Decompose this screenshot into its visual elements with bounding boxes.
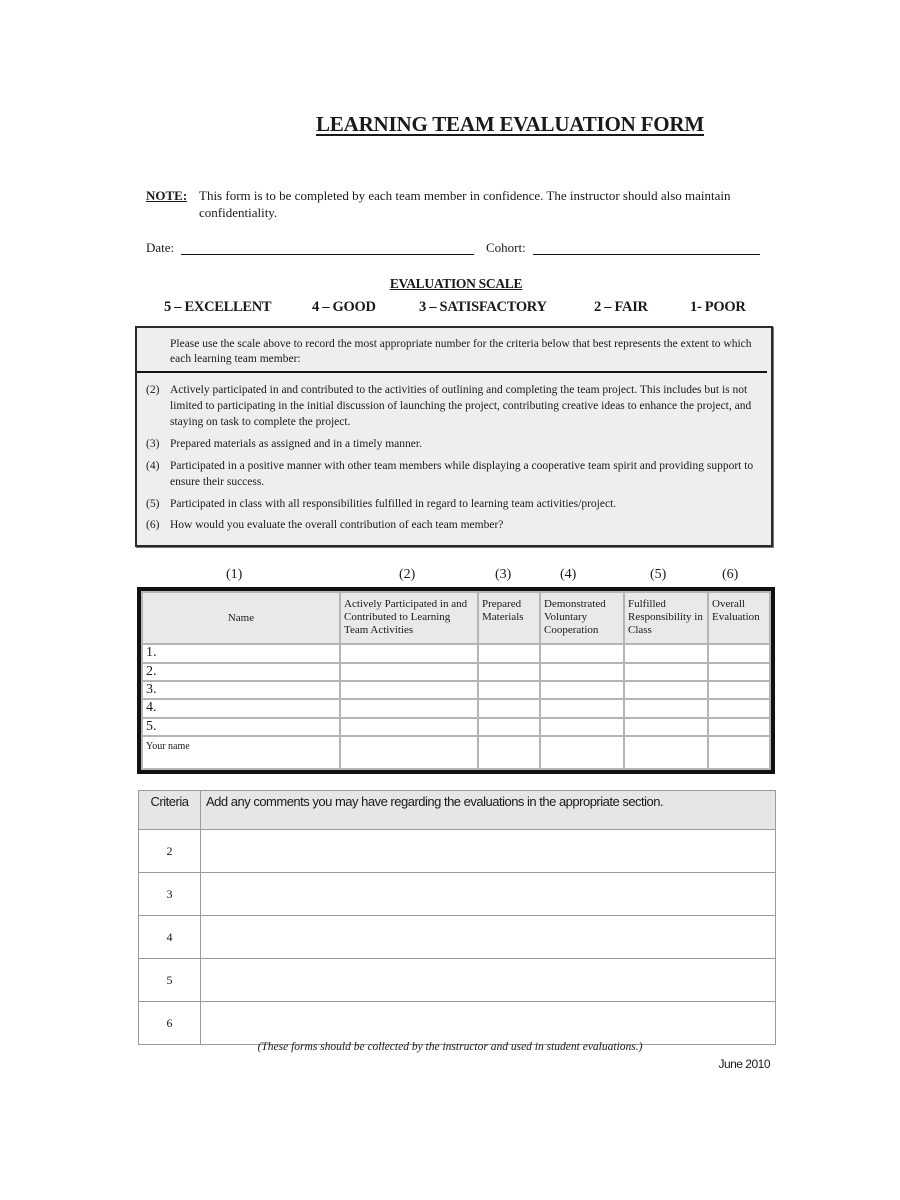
criteria-number: (4): [146, 460, 160, 472]
criteria-box: [135, 326, 773, 547]
criteria-intro: Please use the scale above to record the most appropriate number for the criteria below that best represents the extent to which each learning team member:: [170, 338, 752, 365]
criteria-number-cell: 5: [139, 959, 201, 1002]
comment-cell[interactable]: [201, 1002, 776, 1045]
score-cell[interactable]: [478, 681, 540, 699]
criteria-text: Prepared materials as assigned and in a timely manner.: [170, 438, 422, 450]
scale-item-excellent: 5 – EXCELLENT: [164, 299, 272, 315]
header-cooperation: Demonstrated Voluntary Cooperation: [540, 592, 624, 644]
cohort-field[interactable]: [533, 240, 760, 255]
score-cell[interactable]: [540, 681, 624, 699]
column-number: (4): [560, 567, 577, 582]
score-cell[interactable]: [340, 718, 478, 736]
member-name-cell[interactable]: 3.: [142, 681, 340, 699]
header-prepared: Prepared Materials: [478, 592, 540, 644]
header-name: Name: [142, 592, 340, 644]
score-cell[interactable]: [540, 644, 624, 662]
score-cell[interactable]: [340, 663, 478, 681]
score-cell[interactable]: [340, 736, 478, 769]
scale-item-satisfactory: 3 – SATISFACTORY: [419, 299, 547, 315]
score-cell[interactable]: [624, 699, 708, 717]
score-cell[interactable]: [478, 644, 540, 662]
column-number: (6): [722, 567, 739, 582]
comments-row: [139, 873, 776, 916]
table-row: [142, 644, 770, 662]
score-cell[interactable]: [624, 681, 708, 699]
member-name-cell[interactable]: 2.: [142, 663, 340, 681]
page-title: LEARNING TEAM EVALUATION FORM: [316, 112, 704, 136]
header-participated: Actively Participated in and Contributed to Learning Team Activities: [340, 592, 478, 644]
score-cell[interactable]: [478, 663, 540, 681]
member-name-cell[interactable]: 5.: [142, 718, 340, 736]
criteria-number: (3): [146, 438, 160, 450]
criteria-text: Participated in class with all responsibilities fulfilled in regard to learning team activities/project.: [170, 498, 617, 510]
evaluation-scale-title: EVALUATION SCALE: [389, 276, 523, 291]
score-cell[interactable]: [624, 736, 708, 769]
table-row: [142, 681, 770, 699]
column-number: (5): [650, 567, 667, 582]
criteria-number: (2): [146, 384, 160, 396]
comments-header-row: [139, 791, 776, 830]
score-cell[interactable]: [708, 736, 770, 769]
table-header-row: [142, 592, 770, 644]
comments-table: [138, 790, 776, 1045]
criteria-number-cell: 4: [139, 916, 201, 959]
score-cell[interactable]: [540, 718, 624, 736]
header-responsibility: Fulfilled Responsibility in Class: [624, 592, 708, 644]
score-cell[interactable]: [478, 736, 540, 769]
header-overall: Overall Evaluation: [708, 592, 770, 644]
evaluation-table: [137, 587, 775, 774]
cohort-label: Cohort:: [486, 240, 526, 255]
revision-date: June 2010: [718, 1057, 770, 1071]
score-cell[interactable]: [624, 663, 708, 681]
table-row: [142, 718, 770, 736]
member-name-cell[interactable]: 4.: [142, 699, 340, 717]
table-row-self: [142, 736, 770, 769]
score-cell[interactable]: [624, 718, 708, 736]
criteria-text: How would you evaluate the overall contribution of each team member?: [170, 519, 504, 531]
comment-cell[interactable]: [201, 830, 776, 873]
column-number: (2): [399, 567, 416, 582]
comment-cell[interactable]: [201, 873, 776, 916]
score-cell[interactable]: [540, 736, 624, 769]
scale-item-fair: 2 – FAIR: [594, 299, 648, 315]
score-cell[interactable]: [478, 718, 540, 736]
criteria-number: (5): [146, 498, 160, 510]
date-label: Date:: [146, 240, 175, 255]
divider: [137, 371, 767, 373]
column-number: (1): [226, 567, 243, 582]
comment-cell[interactable]: [201, 959, 776, 1002]
member-name-cell[interactable]: 1.: [142, 644, 340, 662]
scale-item-good: 4 – GOOD: [312, 299, 376, 315]
header-comments: Add any comments you may have regarding the evaluations in the appropriate section.: [201, 791, 776, 830]
footer-note: (These forms should be collected by the instructor and used in student evaluations.): [257, 1041, 643, 1053]
comments-row: [139, 959, 776, 1002]
criteria-number-cell: 6: [139, 1002, 201, 1045]
note-label: NOTE:: [146, 188, 188, 203]
score-cell[interactable]: [540, 699, 624, 717]
table-row: [142, 699, 770, 717]
criteria-number-cell: 3: [139, 873, 201, 916]
criteria-text: Participated in a positive manner with other team members while displaying a cooperative team spirit and providing support to ensure their success.: [170, 460, 754, 488]
comments-row: [139, 916, 776, 959]
date-field[interactable]: [181, 240, 474, 255]
note-section: [146, 187, 776, 220]
score-cell[interactable]: [540, 663, 624, 681]
score-cell[interactable]: [340, 681, 478, 699]
score-cell[interactable]: [708, 644, 770, 662]
score-cell[interactable]: [708, 663, 770, 681]
table-row: [142, 663, 770, 681]
scale-item-poor: 1- POOR: [690, 299, 746, 315]
score-cell[interactable]: [708, 718, 770, 736]
score-cell[interactable]: [340, 699, 478, 717]
comments-row: [139, 1002, 776, 1045]
criteria-number: (6): [146, 519, 160, 531]
score-cell[interactable]: [708, 681, 770, 699]
comment-cell[interactable]: [201, 916, 776, 959]
score-cell[interactable]: [624, 644, 708, 662]
column-number: (3): [495, 567, 512, 582]
criteria-text: Actively participated in and contributed to the activities of outlining and completing the team project. This includes but is not limited to participating in the initial discussion of launching the project, contributing creative ideas to enhance the project, and staying on task to complete the project.: [170, 384, 752, 428]
note-text: This form is to be completed by each team member in confidence. The instructor should also maintain confidentiality.: [199, 188, 731, 220]
your-name-cell[interactable]: Your name: [142, 736, 340, 769]
header-criteria: Criteria: [139, 791, 201, 830]
score-cell[interactable]: [340, 644, 478, 662]
criteria-number-cell: 2: [139, 830, 201, 873]
score-cell[interactable]: [708, 699, 770, 717]
score-cell[interactable]: [478, 699, 540, 717]
comments-row: [139, 830, 776, 873]
